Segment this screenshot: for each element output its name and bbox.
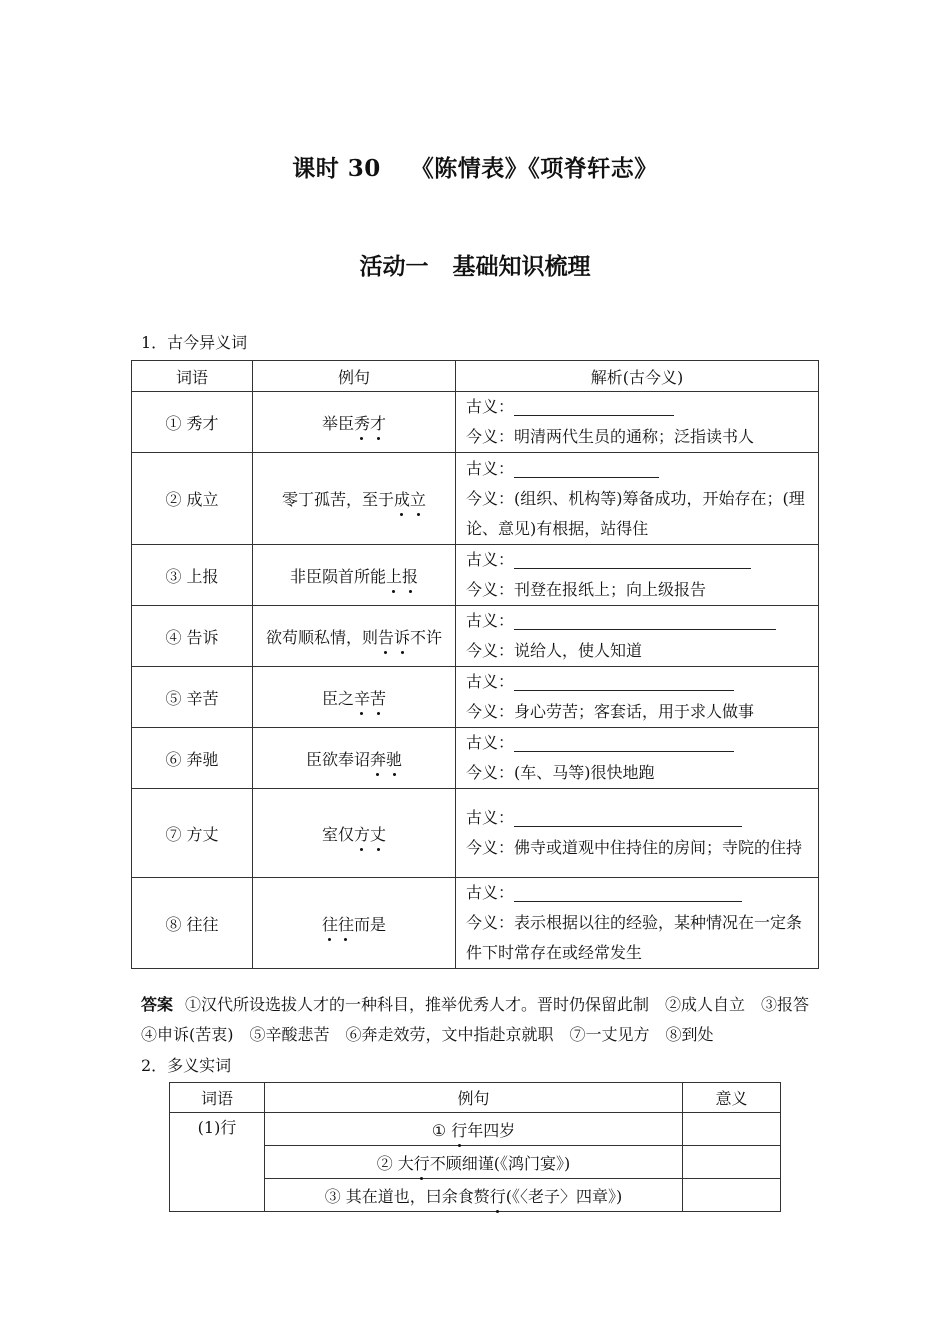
- ancient-meaning-line: [466, 803, 810, 833]
- modern-meaning-line: 今义：佛寺或道观中住持住的房间；寺院的住持: [466, 838, 803, 857]
- modern-meaning-line: 今义：身心劳苦；客套话，用于求人做事: [466, 702, 755, 721]
- analysis-cell: [456, 728, 819, 789]
- answer-blank: [514, 459, 659, 478]
- emphasis-char: 驰: [386, 747, 402, 770]
- ancient-meaning-line: [466, 728, 810, 758]
- emphasis-char: 往: [322, 912, 338, 935]
- ancient-meaning-line: [466, 667, 810, 697]
- word-cell: (1)行: [170, 1113, 265, 1212]
- analysis-cell: [456, 878, 819, 969]
- example-text: 室仅: [321, 824, 354, 844]
- emphasized-word: [414, 1154, 430, 1173]
- table-row: [132, 545, 819, 606]
- analysis-cell: [456, 789, 819, 878]
- example-cell: [253, 392, 456, 453]
- ancient-meaning-line: [466, 606, 810, 636]
- modern-meaning-line: 今义：(组织、机构等)筹备成功，开始存在；(理论、意见)有根据，站得住: [466, 488, 805, 538]
- emphasis-char: 上: [386, 564, 402, 587]
- emphasis-char: 报: [402, 564, 418, 587]
- example-text: 而是: [354, 914, 387, 934]
- lesson-works: 《陈情表》《项脊轩志》: [410, 155, 658, 182]
- emphasis-char: 告: [378, 625, 394, 648]
- ancient-meaning-label: 古义：: [466, 733, 515, 752]
- table-header-row: [132, 361, 819, 392]
- ancient-meaning-line: [466, 392, 810, 422]
- answer-blank: [514, 672, 734, 691]
- word-cell: ⑧ 往往: [132, 878, 253, 969]
- emphasized-word: [394, 490, 426, 509]
- emphasis-char: 辛: [354, 686, 370, 709]
- table-row: [132, 392, 819, 453]
- table-row: [132, 789, 819, 878]
- meaning-cell: [683, 1113, 781, 1146]
- example-text: 臣之: [321, 688, 354, 708]
- modern-meaning-line: 今义：(车、马等)很快地跑: [466, 763, 655, 782]
- column-header: 解析(古今义): [456, 361, 819, 392]
- emphasized-word: [354, 689, 386, 708]
- word-cell: ⑦ 方丈: [132, 789, 253, 878]
- emphasized-word: [386, 567, 418, 586]
- example-text: 欲苟顺私情，则: [265, 627, 378, 647]
- emphasis-char: 奔: [370, 747, 386, 770]
- modern-meaning-line: 今义：说给人，使人知道: [466, 641, 643, 660]
- example-cell: [253, 789, 456, 878]
- example-cell: [253, 878, 456, 969]
- emphasis-char: 秀: [354, 411, 370, 434]
- ancient-meaning-line: [466, 454, 810, 484]
- word-cell: ⑤ 辛苦: [132, 667, 253, 728]
- analysis-cell: [456, 667, 819, 728]
- analysis-cell: [456, 606, 819, 667]
- column-header: 词语: [132, 361, 253, 392]
- answer-blank: [514, 611, 776, 630]
- emphasis-char: 方: [354, 822, 370, 845]
- section-heading-2: 2．多义实词: [141, 1056, 232, 1075]
- example-text: 零丁孤苦，至于: [281, 490, 394, 509]
- emphasized-word: [354, 414, 386, 433]
- modern-meaning-line: 今义：刊登在报纸上；向上级报告: [466, 580, 707, 599]
- analysis-cell: [456, 545, 819, 606]
- ancient-meaning-label: 古义：: [466, 611, 515, 630]
- meaning-cell: [683, 1146, 781, 1179]
- analysis-cell: [456, 453, 819, 545]
- ancient-meaning-line: [466, 545, 810, 575]
- lesson-number: 课时 30: [292, 155, 381, 182]
- example-cell: [265, 1179, 683, 1212]
- emphasis-char: 行: [451, 1118, 467, 1141]
- table-row: [132, 667, 819, 728]
- word-cell: ② 成立: [132, 453, 253, 545]
- modern-meaning-line: 今义：表示根据以往的经验，某种情况在一定条件下时常存在或经常发生: [466, 913, 803, 962]
- meaning-cell: [683, 1179, 781, 1212]
- answer-block: [141, 990, 826, 1050]
- page-title: [0, 150, 950, 183]
- ancient-meaning-line: [466, 878, 810, 908]
- ancient-meaning-label: 古义：: [466, 458, 515, 478]
- emphasis-char: 成: [394, 487, 410, 510]
- emphasized-word: [354, 825, 386, 844]
- answer-blank: [514, 883, 742, 902]
- example-text: ③ 其在道也，曰余食赘: [324, 1186, 490, 1206]
- example-text: ①: [431, 1120, 452, 1140]
- table-row: [132, 453, 819, 545]
- emphasis-char: 往: [338, 912, 354, 935]
- column-header: 例句: [253, 361, 456, 392]
- answer-blank: [514, 550, 751, 569]
- answer-label: 答案: [141, 995, 174, 1014]
- emphasis-char: 行: [490, 1184, 506, 1207]
- example-text: (《〈老子〉四章》): [505, 1186, 623, 1206]
- emphasis-char: 丈: [370, 822, 386, 845]
- word-cell: ④ 告诉: [132, 606, 253, 667]
- example-text: 年四岁: [467, 1120, 516, 1140]
- answer-blank: [514, 733, 734, 752]
- example-cell: [253, 453, 456, 545]
- example-cell: [265, 1146, 683, 1179]
- emphasized-word: [378, 628, 410, 647]
- emphasized-word: [451, 1121, 467, 1140]
- emphasized-word: [322, 915, 354, 934]
- word-cell: ③ 上报: [132, 545, 253, 606]
- ancient-meaning-label: 古义：: [466, 883, 515, 902]
- example-text: 不顾细谨(《鸿门宴》): [429, 1153, 571, 1173]
- example-text: 不许: [410, 627, 443, 647]
- column-header: 词语: [170, 1083, 265, 1113]
- word-cell: ⑥ 奔驰: [132, 728, 253, 789]
- emphasized-word: [490, 1187, 506, 1206]
- polysemy-words-table: [169, 1082, 781, 1212]
- table-row: [132, 878, 819, 969]
- emphasis-char: 才: [370, 411, 386, 434]
- answer-text: ①汉代所设选拔人才的一种科目，推举优秀人才。晋时仍保留此制 ②成人自立 ③报答 ④申诉(苦衷) ⑤辛酸悲苦 ⑥奔走效劳，文中指赴京就职 ⑦一丈见方 ⑧到处: [141, 995, 826, 1044]
- emphasis-char: 行: [414, 1151, 430, 1174]
- ancient-meaning-label: 古义：: [466, 672, 515, 691]
- table-row: [132, 606, 819, 667]
- example-text: 举臣: [321, 413, 354, 433]
- word-cell: ① 秀才: [132, 392, 253, 453]
- emphasis-char: 立: [410, 487, 426, 510]
- modern-meaning-line: 今义：明清两代生员的通称；泛指读书人: [466, 427, 755, 446]
- emphasis-char: 诉: [394, 625, 410, 648]
- activity-topic: 基础知识梳理: [452, 253, 591, 280]
- example-cell: [265, 1113, 683, 1146]
- example-cell: [253, 606, 456, 667]
- ancient-meaning-label: 古义：: [466, 550, 515, 569]
- example-text: 臣欲奉诏: [305, 749, 370, 769]
- section-heading-1: 1．古今异义词: [141, 333, 248, 352]
- column-header: 例句: [265, 1083, 683, 1113]
- emphasis-char: 苦: [370, 686, 386, 709]
- emphasized-word: [370, 750, 402, 769]
- ancient-meaning-label: 古义：: [466, 808, 515, 827]
- ancient-modern-words-table: [131, 360, 819, 969]
- column-header: 意义: [683, 1083, 781, 1113]
- answer-blank: [514, 397, 674, 416]
- example-cell: [253, 667, 456, 728]
- ancient-meaning-label: 古义：: [466, 397, 515, 416]
- table-row: [170, 1113, 781, 1146]
- example-text: ② 大: [376, 1153, 414, 1173]
- table-header-row: [170, 1083, 781, 1113]
- table-row: [132, 728, 819, 789]
- answer-blank: [514, 808, 742, 827]
- analysis-cell: [456, 392, 819, 453]
- example-cell: [253, 728, 456, 789]
- example-cell: [253, 545, 456, 606]
- activity-heading: [0, 248, 950, 281]
- activity-name: 活动一: [359, 253, 429, 280]
- example-text: 非臣陨首所能: [289, 566, 386, 586]
